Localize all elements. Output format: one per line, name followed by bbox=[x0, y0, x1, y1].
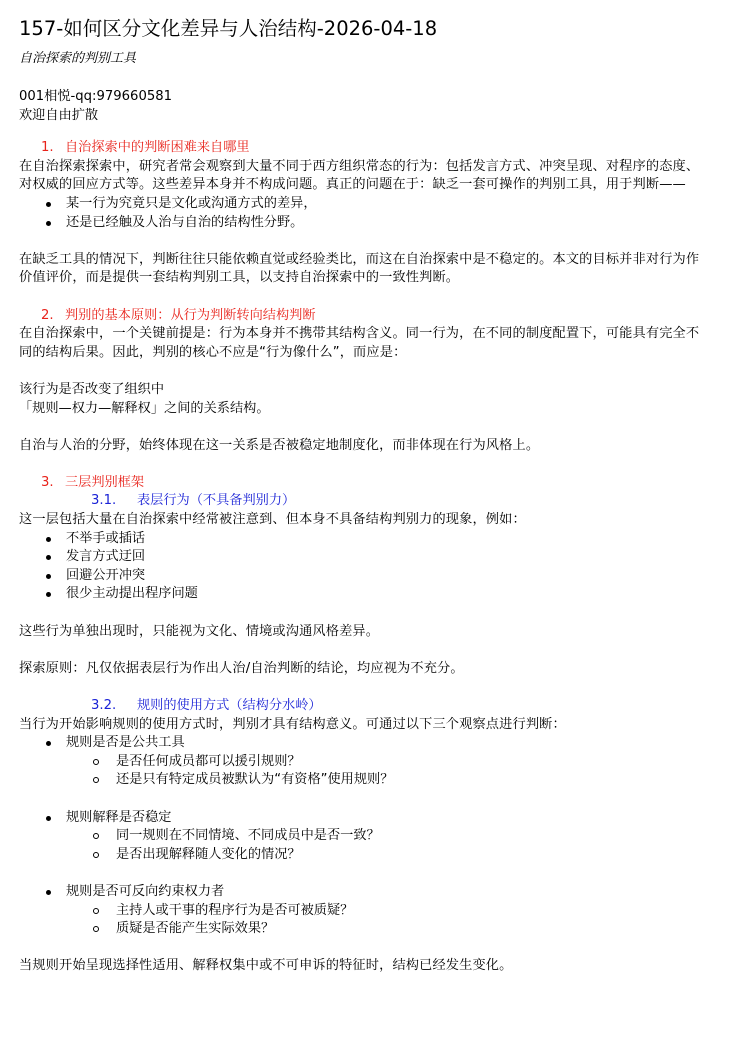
subsection-3-1-paragraph-1: 这些行为单独出现时，只能视为文化、情境或沟通风格差异。 bbox=[19, 623, 380, 639]
subsection-3-2-group-3-items bbox=[19, 902, 711, 939]
section-3-heading bbox=[19, 474, 711, 493]
list-item: 还是已经触及人治与自治的结构性分野。 bbox=[19, 214, 711, 233]
list-item: 不举手或插话 bbox=[19, 530, 711, 549]
section-1-paragraph-2: 在缺乏工具的情况下，判断往往只能依赖直觉或经验类比，而这在自治探索中是不稳定的。本文的目标并非对行为作价值评价，而是提供一套结构判别工具，以支持自治探索中的一致性判断。 bbox=[19, 251, 700, 286]
list-item: 规则是否是公共工具 bbox=[19, 734, 711, 753]
document-title: 157-如何区分文化差异与人治结构-2026-04-18 bbox=[19, 17, 438, 40]
section-2-quote-line-2: 「规则—权力—解释权」之间的关系结构。 bbox=[19, 400, 270, 416]
subsection-3-1-intro: 这一层包括大量在自治探索中经常被注意到、但本身不具备结构判别力的现象，例如： bbox=[19, 512, 526, 528]
section-2-paragraph-1: 在自治探索中，一个关键前提是：行为本身并不携带其结构含义。同一行为，在不同的制度配置下，可能具有完全不同的结构后果。因此，判别的核心不应是“行为像什么”，而应是： bbox=[19, 326, 700, 360]
subsection-3-2-group-1-items bbox=[19, 753, 711, 790]
author-line: 001相悦-qq:979660581 bbox=[19, 89, 173, 104]
list-item: 发言方式迂回 bbox=[19, 548, 711, 567]
list-item: 是否出现解释随人变化的情况？ bbox=[19, 846, 711, 865]
section-1-bullet-list bbox=[19, 195, 711, 232]
list-item: 规则解释是否稳定 bbox=[19, 809, 711, 828]
list-item: 质疑是否能产生实际效果？ bbox=[19, 920, 711, 939]
list-item: 很少主动提出程序问题 bbox=[19, 585, 711, 604]
section-1-number: 1. bbox=[41, 140, 54, 156]
list-item: 规则是否可反向约束权力者 bbox=[19, 883, 711, 902]
section-3-number: 3. bbox=[41, 474, 54, 490]
list-item: 同一规则在不同情境、不同成员中是否一致？ bbox=[19, 827, 711, 846]
document-subtitle: 自治探索的判别工具 bbox=[19, 51, 137, 66]
section-1-title: 自治探索中的判断困难来自哪里 bbox=[65, 140, 250, 156]
subsection-3-2-group-list bbox=[19, 883, 711, 902]
subsection-3-2-group-2-items bbox=[19, 827, 711, 864]
subsection-3-1-heading bbox=[19, 492, 711, 511]
subsection-3-2-group-list bbox=[19, 734, 711, 753]
list-item: 是否任何成员都可以援引规则？ bbox=[19, 753, 711, 772]
subsection-3-1-bullet-list bbox=[19, 530, 711, 604]
section-2-number: 2. bbox=[41, 307, 54, 323]
section-3-title: 三层判别框架 bbox=[65, 474, 145, 490]
list-item: 回避公开冲突 bbox=[19, 567, 711, 586]
section-2-quote-line-1: 该行为是否改变了组织中 bbox=[19, 381, 165, 397]
list-item: 某一行为究竟只是文化或沟通方式的差异， bbox=[19, 195, 711, 214]
subsection-3-2-intro: 当行为开始影响规则的使用方式时，判别才具有结构意义。可通过以下三个观察点进行判断： bbox=[19, 716, 566, 732]
section-1-paragraph-1: 在自治探索探索中，研究者常会观察到大量不同于西方组织常态的行为：包括发言方式、冲突呈现、对程序的态度、对权威的回应方式等。这些差异本身并不构成问题。真正的问题在于：缺乏一套可操作的判别工具，用于判断—— bbox=[19, 158, 700, 193]
subsection-3-2-closing: 当规则开始呈现选择性适用、解释权集中或不可申诉的特征时，结构已经发生变化。 bbox=[19, 958, 513, 974]
list-item: 主持人或干事的程序行为是否可被质疑？ bbox=[19, 902, 711, 921]
subsection-3-2-heading bbox=[19, 697, 711, 716]
subsection-3-2-group-list bbox=[19, 809, 711, 828]
section-2-title: 判别的基本原则：从行为判断转向结构判断 bbox=[65, 307, 316, 323]
subsection-3-1-number: 3.1. bbox=[91, 493, 117, 509]
section-2-paragraph-2: 自治与人治的分野，始终体现在这一关系是否被稳定地制度化，而非体现在行为风格上。 bbox=[19, 437, 540, 453]
subsection-3-1-paragraph-2: 探索原则：凡仅依据表层行为作出人治/自治判断的结论，均应视为不充分。 bbox=[19, 660, 464, 676]
section-1-heading bbox=[19, 139, 711, 158]
subsection-3-2-title: 规则的使用方式（结构分水岭） bbox=[137, 698, 322, 713]
list-item: 还是只有特定成员被默认为“有资格”使用规则？ bbox=[19, 771, 711, 790]
section-2-heading bbox=[19, 307, 711, 326]
subsection-3-1-title: 表层行为（不具备判别力） bbox=[137, 493, 296, 509]
welcome-line: 欢迎自由扩散 bbox=[19, 107, 99, 123]
subsection-3-2-number: 3.2. bbox=[91, 698, 117, 713]
